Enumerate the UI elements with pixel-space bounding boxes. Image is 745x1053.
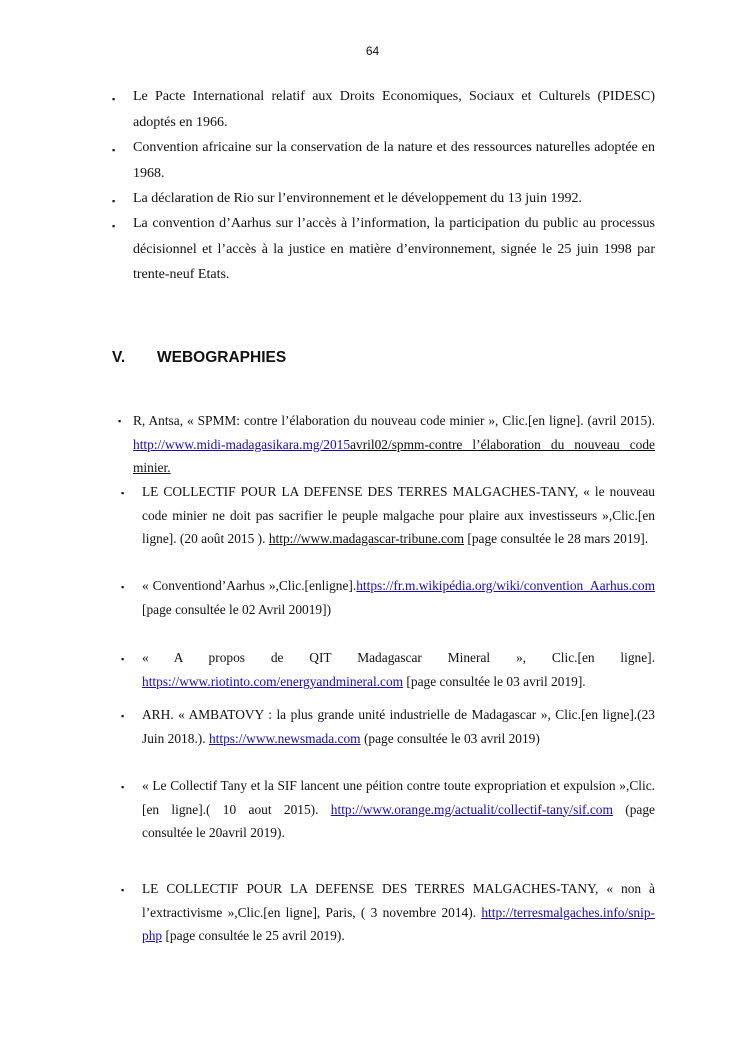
reference-consulted: [page consultée le 25 avril 2019).: [162, 928, 345, 944]
bullet-icon: ▪: [118, 416, 122, 426]
reference-item: [142, 774, 655, 845]
reference-link-continued: avril02/spmm-contre l’élaboration du nouveau code minier.: [133, 436, 655, 476]
reference-link[interactable]: http://www.madagascar-tribune.com: [268, 531, 465, 547]
list-item: La déclaration de Rio sur l’environnement et le développement du 13 juin 1992.: [133, 191, 583, 206]
reference-item: [142, 480, 655, 551]
bullet-icon: ▪: [112, 221, 116, 231]
bullet-icon: ▪: [112, 145, 116, 155]
reference-item: [133, 409, 655, 480]
reference-item: [142, 574, 655, 621]
reference-consulted: [page consultée le 03 avril 2019].: [403, 674, 586, 689]
bullet-icon: ▪: [121, 654, 125, 664]
reference-consulted: (page consultée le 20avril 2019).: [142, 801, 655, 841]
reference-item: [142, 703, 655, 750]
reference-consulted: (page consultée le 03 avril 2019): [360, 730, 540, 746]
reference-link[interactable]: http://terresmalgaches.info/snip-php: [142, 904, 655, 944]
reference-text: LE COLLECTIF POUR LA DEFENSE DES TERRES MALGACHES-TANY, « le nouveau code minier ne doit pas sacrifier le peuple malgache pour plaire aux investisseurs »,Clic.[en ligne]. (20 août 2015 ).: [142, 484, 655, 547]
bullet-icon: ▪: [121, 885, 125, 895]
section-number: V.: [112, 349, 126, 366]
reference-text: ARH. « AMBATOVY : la plus grande unité industrielle de Madagascar », Clic.[en ligne].(23 Juin 2018.).: [142, 707, 655, 746]
bullet-icon: ▪: [121, 711, 125, 721]
list-item: Le Pacte International relatif aux Droits Economiques, Sociaux et Culturels (PIDESC) adoptés en 1966.: [133, 89, 655, 130]
reference-link[interactable]: https://www.riotinto.com/energyandmineral.com: [142, 674, 404, 689]
reference-item-continued: [142, 670, 655, 694]
bullet-icon: ▪: [121, 582, 125, 592]
reference-text: « A propos de QIT Madagascar Mineral », Clic.[en ligne].: [142, 650, 655, 665]
reference-link[interactable]: http://www.midi-madagasikara.mg/2015: [133, 436, 351, 452]
bullet-icon: ▪: [112, 196, 116, 206]
section-heading: [112, 349, 286, 367]
reference-link[interactable]: https://www.newsmada.com: [208, 730, 361, 746]
reference-item: [142, 646, 655, 670]
reference-text: « Le Collectif Tany et la SIF lancent une péition contre toute expropriation et expulsion »,Clic.[en ligne].( 10 aout 2015).: [142, 778, 655, 817]
reference-text: R, Antsa, « SPMM: contre l’élaboration du nouveau code minier », Clic.[en ligne]. (avril 2015).: [133, 413, 655, 428]
bullet-icon: ▪: [121, 782, 125, 792]
reference-text: LE COLLECTIF POUR LA DEFENSE DES TERRES MALGACHES-TANY, « non à l’extractivisme »,Clic.[en ligne], Paris, ( 3 novembre 2014).: [142, 881, 655, 920]
reference-consulted: [page consultée le 02 Avril 20019]): [142, 601, 332, 617]
page-number: 64: [365, 44, 380, 58]
bullet-icon: ▪: [112, 94, 116, 104]
bullet-icon: ▪: [121, 488, 125, 498]
reference-text: « Conventiond’Aarhus »,Clic.[enligne].: [142, 578, 357, 593]
reference-link[interactable]: http://www.orange.mg/actualit/collectif-tany/sif.com: [330, 801, 613, 817]
reference-item: [142, 877, 655, 948]
reference-consulted: [page consultée le 28 mars 2019].: [464, 531, 649, 547]
list-item: La convention d’Aarhus sur l’accès à l’information, la participation du public au processus décisionnel et l’accès à la justice en matière d’environnement, signée le 25 juin 1998 par trente-neuf Etats.: [133, 216, 655, 282]
section-title: WEBOGRAPHIES: [157, 349, 287, 366]
list-item: Convention africaine sur la conservation de la nature et des ressources naturelles adoptée en 1968.: [133, 140, 655, 181]
reference-link[interactable]: https://fr.m.wikipédia.org/wiki/convention_Aarhus.com: [356, 578, 655, 593]
